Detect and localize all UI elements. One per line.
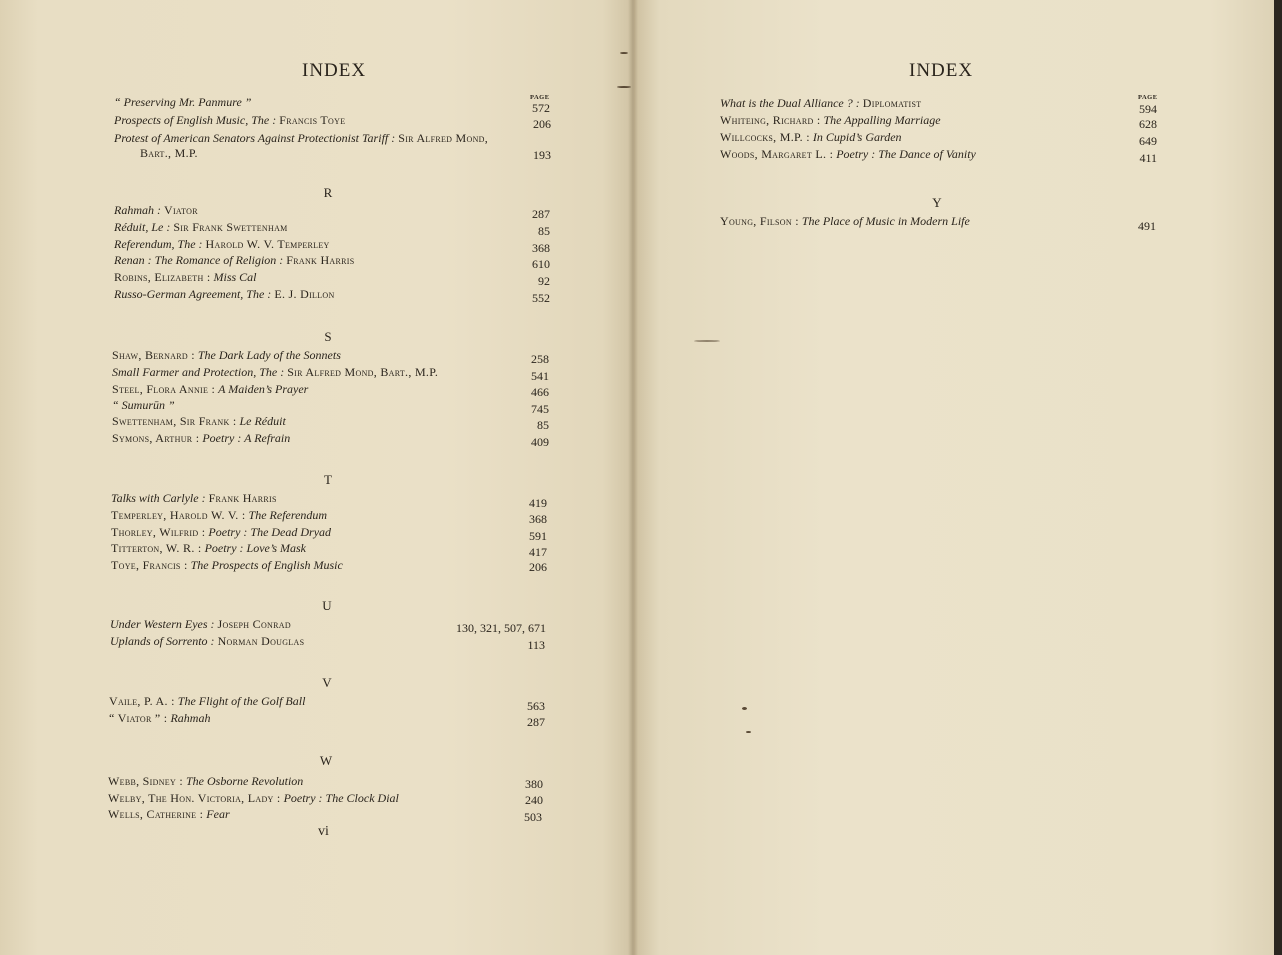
index-entry: Talks with Carlyle : Frank Harris bbox=[111, 491, 277, 505]
index-entry: Réduit, Le : Sir Frank Swettenham bbox=[114, 220, 288, 234]
paper-speck bbox=[620, 52, 628, 54]
index-entry: Welby, The Hon. Victoria, Lady : Poetry : The Clock Dial bbox=[108, 791, 399, 805]
entry-page-number: 206 bbox=[533, 117, 551, 131]
index-entry: “ Viator ” : Rahmah bbox=[109, 711, 211, 725]
entry-page-number: 287 bbox=[527, 715, 545, 729]
left-page-column-label: PAGE bbox=[530, 94, 550, 101]
entry-page-number: 552 bbox=[532, 291, 550, 305]
entry-title: “ Preserving Mr. Panmure ” bbox=[114, 95, 252, 109]
index-entry: Under Western Eyes : Joseph Conrad bbox=[110, 617, 291, 631]
left-page bbox=[0, 0, 634, 955]
entry-author-continued: Bart., M.P. bbox=[140, 146, 198, 160]
index-entry: Referendum, The : Harold W. V. Temperley bbox=[114, 237, 330, 251]
section-letter-v: V bbox=[322, 675, 332, 690]
index-entry: Whiteing, Richard : The Appalling Marriage bbox=[720, 113, 941, 127]
index-entry: Titterton, W. R. : Poetry : Love’s Mask bbox=[111, 541, 306, 555]
entry-page-number: 92 bbox=[538, 274, 550, 288]
entry-page-number: 193 bbox=[533, 148, 551, 162]
entry-page-number: 287 bbox=[532, 207, 550, 221]
entry-page-number: 130, 321, 507, 671 bbox=[456, 621, 546, 635]
index-entry: Toye, Francis : The Prospects of English Music bbox=[111, 558, 343, 572]
index-entry: Swettenham, Sir Frank : Le Réduit bbox=[112, 414, 286, 428]
right-page-title: INDEX bbox=[909, 60, 974, 81]
index-entry: Shaw, Bernard : The Dark Lady of the Sonnets bbox=[112, 348, 341, 362]
entry-page-number: 628 bbox=[1139, 117, 1157, 131]
entry-page-number: 258 bbox=[531, 352, 549, 366]
index-entry: Woods, Margaret L. : Poetry : The Dance of Vanity bbox=[720, 147, 976, 161]
entry-page-number: 745 bbox=[531, 402, 549, 416]
entry-page-number: 503 bbox=[524, 810, 542, 824]
index-entry: Renan : The Romance of Religion : Frank Harris bbox=[114, 253, 355, 267]
entry-page-number: 594 bbox=[1139, 102, 1157, 116]
entry-page-number: 491 bbox=[1138, 219, 1156, 233]
entry-page-number: 240 bbox=[525, 793, 543, 807]
entry-page-number: 541 bbox=[531, 369, 549, 383]
index-entry: Symons, Arthur : Poetry : A Refrain bbox=[112, 431, 291, 445]
entry-author: Sir Alfred Mond, bbox=[398, 131, 489, 145]
section-letter-s: S bbox=[324, 329, 332, 344]
entry-page-number: 466 bbox=[531, 385, 549, 399]
index-entry: Webb, Sidney : The Osborne Revolution bbox=[108, 774, 304, 788]
entry-page-number: 411 bbox=[1139, 151, 1157, 165]
index-entry bbox=[114, 95, 251, 110]
section-letter-y: Y bbox=[932, 195, 942, 210]
entry-author: Francis Toye bbox=[279, 113, 346, 127]
index-entry: Steel, Flora Annie : A Maiden’s Prayer bbox=[112, 382, 309, 396]
section-letter-r: R bbox=[323, 185, 333, 200]
right-page bbox=[634, 0, 1274, 955]
right-page-column-label: PAGE bbox=[1138, 94, 1158, 101]
index-entry: Willcocks, M.P. : In Cupid’s Garden bbox=[720, 130, 902, 144]
entry-page-number: 419 bbox=[529, 496, 547, 510]
index-entry: Young, Filson : The Place of Music in Modern Life bbox=[720, 214, 970, 228]
entry-page-number: 206 bbox=[529, 560, 547, 574]
index-entry: Robins, Elizabeth : Miss Cal bbox=[114, 270, 257, 284]
paper-speck bbox=[694, 340, 720, 342]
entry-page-number: 380 bbox=[525, 777, 543, 791]
entry-page-number: 417 bbox=[529, 545, 547, 559]
index-entry: What is the Dual Alliance ? : Diplomatist bbox=[720, 96, 922, 110]
entry-page-number: 85 bbox=[537, 418, 549, 432]
entry-page-number: 649 bbox=[1139, 134, 1157, 148]
index-entry: Russo-German Agreement, The : E. J. Dillon bbox=[114, 287, 335, 301]
paper-speck bbox=[617, 86, 631, 88]
entry-page-number: 368 bbox=[532, 241, 550, 255]
book-gutter bbox=[628, 0, 638, 955]
left-page-title: INDEX bbox=[302, 60, 367, 81]
entry-page-number: 572 bbox=[532, 101, 550, 115]
entry-title: Protest of American Senators Against Protectionist Tariff : bbox=[114, 131, 396, 145]
entry-page-number: 85 bbox=[538, 224, 550, 238]
entry-page-number: 591 bbox=[529, 529, 547, 543]
index-entry: Small Farmer and Protection, The : Sir Alfred Mond, Bart., M.P. bbox=[112, 365, 439, 379]
index-entry: Thorley, Wilfrid : Poetry : The Dead Dryad bbox=[111, 525, 332, 539]
index-entry: Temperley, Harold W. V. : The Referendum bbox=[111, 508, 328, 522]
entry-page-number: 368 bbox=[529, 512, 547, 526]
section-letter-t: T bbox=[324, 472, 332, 487]
index-entry: Wells, Catherine : Fear bbox=[108, 807, 230, 821]
entry-page-number: 610 bbox=[532, 257, 550, 271]
entry-page-number: 563 bbox=[527, 699, 545, 713]
paper-speck bbox=[742, 707, 747, 710]
entry-page-number: 113 bbox=[527, 638, 545, 652]
index-entry: Vaile, P. A. : The Flight of the Golf Ball bbox=[109, 694, 306, 708]
index-entry: Rahmah : Viator bbox=[114, 203, 198, 217]
index-entry: “ Sumurūn ” bbox=[112, 398, 175, 412]
entry-title: Prospects of English Music, The : bbox=[114, 113, 277, 127]
page-folio: vi bbox=[318, 824, 329, 839]
index-entry bbox=[114, 113, 345, 128]
index-entry: Uplands of Sorrento : Norman Douglas bbox=[110, 634, 305, 648]
paper-speck bbox=[746, 731, 751, 733]
section-letter-u: U bbox=[322, 598, 332, 613]
entry-page-number: 409 bbox=[531, 435, 549, 449]
section-letter-w: W bbox=[319, 753, 333, 768]
